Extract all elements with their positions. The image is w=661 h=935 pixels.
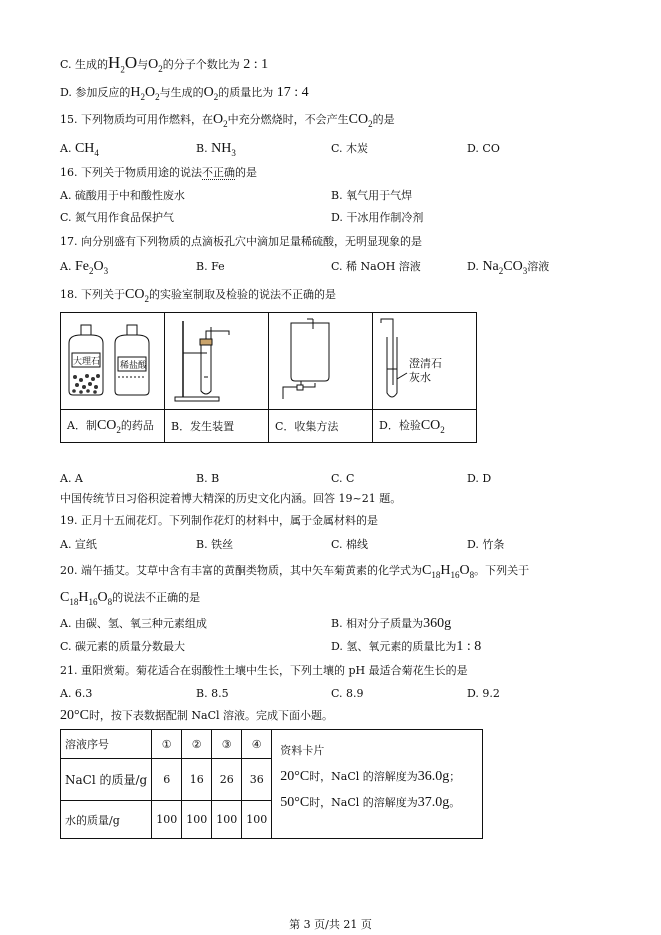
nacl-1: 6 [152, 759, 182, 801]
q19-option-d: D. 竹条 [467, 538, 505, 551]
page-footer: 第 3 页/共 21 页 [289, 918, 372, 931]
water-4: 100 [242, 801, 272, 839]
id-3: ③ [212, 730, 242, 759]
reagent-bottles-figure [61, 313, 165, 410]
q19-stem: 19. 正月十五闹花灯。下列制作花灯的材料中，属于金属材料的是 [60, 514, 378, 527]
q19-option-b: B. 铁丝 [196, 538, 234, 551]
caption-c: C．收集方法 [269, 410, 373, 443]
row-label-nacl: NaCl 的质量/g [61, 759, 152, 801]
nacl-3: 26 [212, 759, 242, 801]
q20-stem-line1: 20. 端午插艾。艾草中含有丰富的黄酮类物质，其中矢车菊黄素的化学式为$C_{18}H_{16}O_8$。下列关于 [60, 563, 530, 580]
data-card-line1: 20°C时，NaCl 的溶解度为36.0g； [280, 769, 461, 784]
q15-option-d: D. CO [467, 142, 500, 155]
solution-intro: 20°C时，按下表数据配制 NaCl 溶液。完成下面小题。 [60, 708, 334, 723]
q17-option-d: D. $Na_2CO_3$溶液 [467, 259, 550, 276]
q15-option-a: A. $CH_4$ [60, 141, 99, 158]
q16-option-a: A. 硫酸用于中和酸性废水 [60, 189, 185, 202]
row-label-water: 水的质量/g [61, 801, 152, 839]
solution-table [60, 729, 483, 839]
q17-option-b: B. Fe [196, 260, 225, 273]
q18-experiment-table [60, 312, 477, 443]
q18-option-a: A. A [60, 472, 83, 485]
festival-intro: 中国传统节日习俗积淀着博大精深的历史文化内涵。回答 19~21 题。 [60, 492, 402, 505]
data-card-title: 资料卡片 [280, 744, 325, 757]
q20-stem-line2: $C_{18}H_{16}O_8$的说法不正确的是 [60, 590, 201, 607]
q17-option-c: C. 稀 NaOH 溶液 [331, 260, 421, 273]
q19-option-c: C. 棉线 [331, 538, 369, 551]
q16-option-b: B. 氧气用于气焊 [331, 189, 413, 202]
q21-option-c: C. 8.9 [331, 687, 364, 700]
data-card [272, 730, 483, 839]
q20-option-a: A. 由碳、氢、氧三种元素组成 [60, 617, 207, 630]
q18-option-b: B. B [196, 472, 220, 485]
q20-option-c: C. 碳元素的质量分数最大 [60, 640, 186, 653]
q15-option-b: B. $NH_3$ [196, 141, 236, 158]
q17-option-a: A. $Fe_2O_3$ [60, 259, 109, 276]
id-1: ① [152, 730, 182, 759]
q16-stem: 16. 下列关于物质用途的说法不正确的是 [60, 166, 257, 179]
q15-stem: 15. 下列物质均可用作燃料，在$O_2$中充分燃烧时，不会产生$CO_2$的是 [60, 112, 395, 129]
q21-option-d: D. 9.2 [467, 687, 500, 700]
data-card-line2: 50°C时，NaCl 的溶解度为37.0g。 [280, 795, 461, 810]
q16-option-d: D. 干冰用作制冷剂 [331, 211, 424, 224]
caption-a: A．制$CO_2$的药品 [61, 410, 165, 443]
q17-stem: 17. 向分别盛有下列物质的点滴板孔穴中滴加足量稀硫酸，无明显现象的是 [60, 235, 422, 248]
q16-option-c: C. 氮气用作食品保护气 [60, 211, 175, 224]
water-2: 100 [182, 801, 212, 839]
q18-option-c: C. C [331, 472, 355, 485]
nacl-4: 36 [242, 759, 272, 801]
generator-apparatus-figure [165, 313, 269, 410]
q21-option-b: B. 8.5 [196, 687, 229, 700]
caption-b: B．发生装置 [165, 410, 269, 443]
collection-apparatus-figure [269, 313, 373, 410]
q20-option-d: D. 氢、氧元素的质量比为1 : 8 [331, 639, 482, 654]
caption-d: D．检验$CO_2$ [373, 410, 477, 443]
q18-option-d: D. D [467, 472, 492, 485]
test-apparatus-figure [373, 313, 477, 410]
q14-option-c: C. 生成的$H_2O$与$O_2$的分子个数比为 2 : 1 [60, 53, 269, 75]
q14-option-d: D. 参加反应的$H_2O_2$与生成的$O_2$的质量比为 17 : 4 [60, 85, 309, 102]
bottle-label-hcl: 稀盐酸 [120, 361, 148, 371]
limewater-label: 澄清石灰水 [409, 357, 442, 384]
water-3: 100 [212, 801, 242, 839]
row-label-id: 溶液序号 [61, 730, 152, 759]
nacl-2: 16 [182, 759, 212, 801]
water-1: 100 [152, 801, 182, 839]
q18-stem: 18. 下列关于$CO_2$的实验室制取及检验的说法不正确的是 [60, 287, 336, 304]
q15-option-c: C. 木炭 [331, 142, 369, 155]
q20-option-b: B. 相对分子质量为360g [331, 616, 452, 631]
q19-option-a: A. 宣纸 [60, 538, 97, 551]
id-4: ④ [242, 730, 272, 759]
q21-option-a: A. 6.3 [60, 687, 93, 700]
id-2: ② [182, 730, 212, 759]
q21-stem: 21. 重阳赏菊。菊花适合在弱酸性土壤中生长，下列土壤的 pH 最适合菊花生长的是 [60, 664, 468, 677]
bottle-label-marble: 大理石 [73, 357, 101, 367]
